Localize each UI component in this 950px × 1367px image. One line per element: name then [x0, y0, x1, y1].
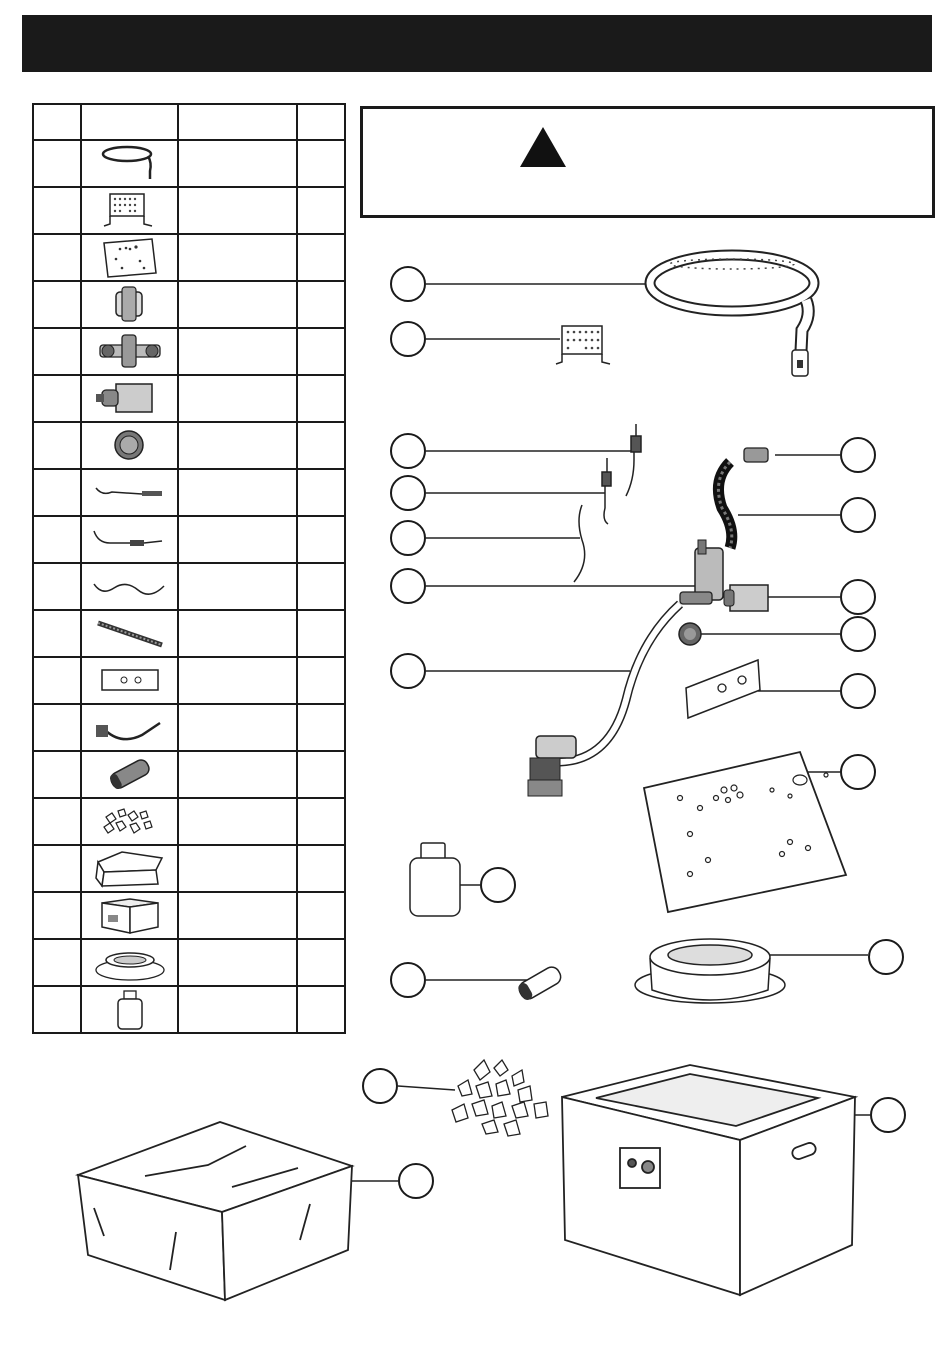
battery-illustration	[516, 964, 563, 1002]
cover-illustration	[78, 1122, 352, 1300]
gas-valve-assembly-illustration	[679, 448, 768, 645]
burner-ring-illustration	[650, 255, 814, 376]
fire-pit-base-illustration	[562, 1065, 855, 1295]
bracket-illustration	[556, 326, 610, 364]
lava-rocks-illustration	[452, 1060, 548, 1136]
callout-markers	[363, 267, 905, 1198]
bottle-illustration	[410, 843, 460, 916]
burner-plate-illustration	[644, 752, 846, 912]
control-panel-illustration	[686, 660, 760, 718]
hose-regulator-illustration	[528, 604, 680, 796]
wires-illustration	[574, 424, 641, 582]
fire-bowl-illustration	[635, 939, 785, 1003]
